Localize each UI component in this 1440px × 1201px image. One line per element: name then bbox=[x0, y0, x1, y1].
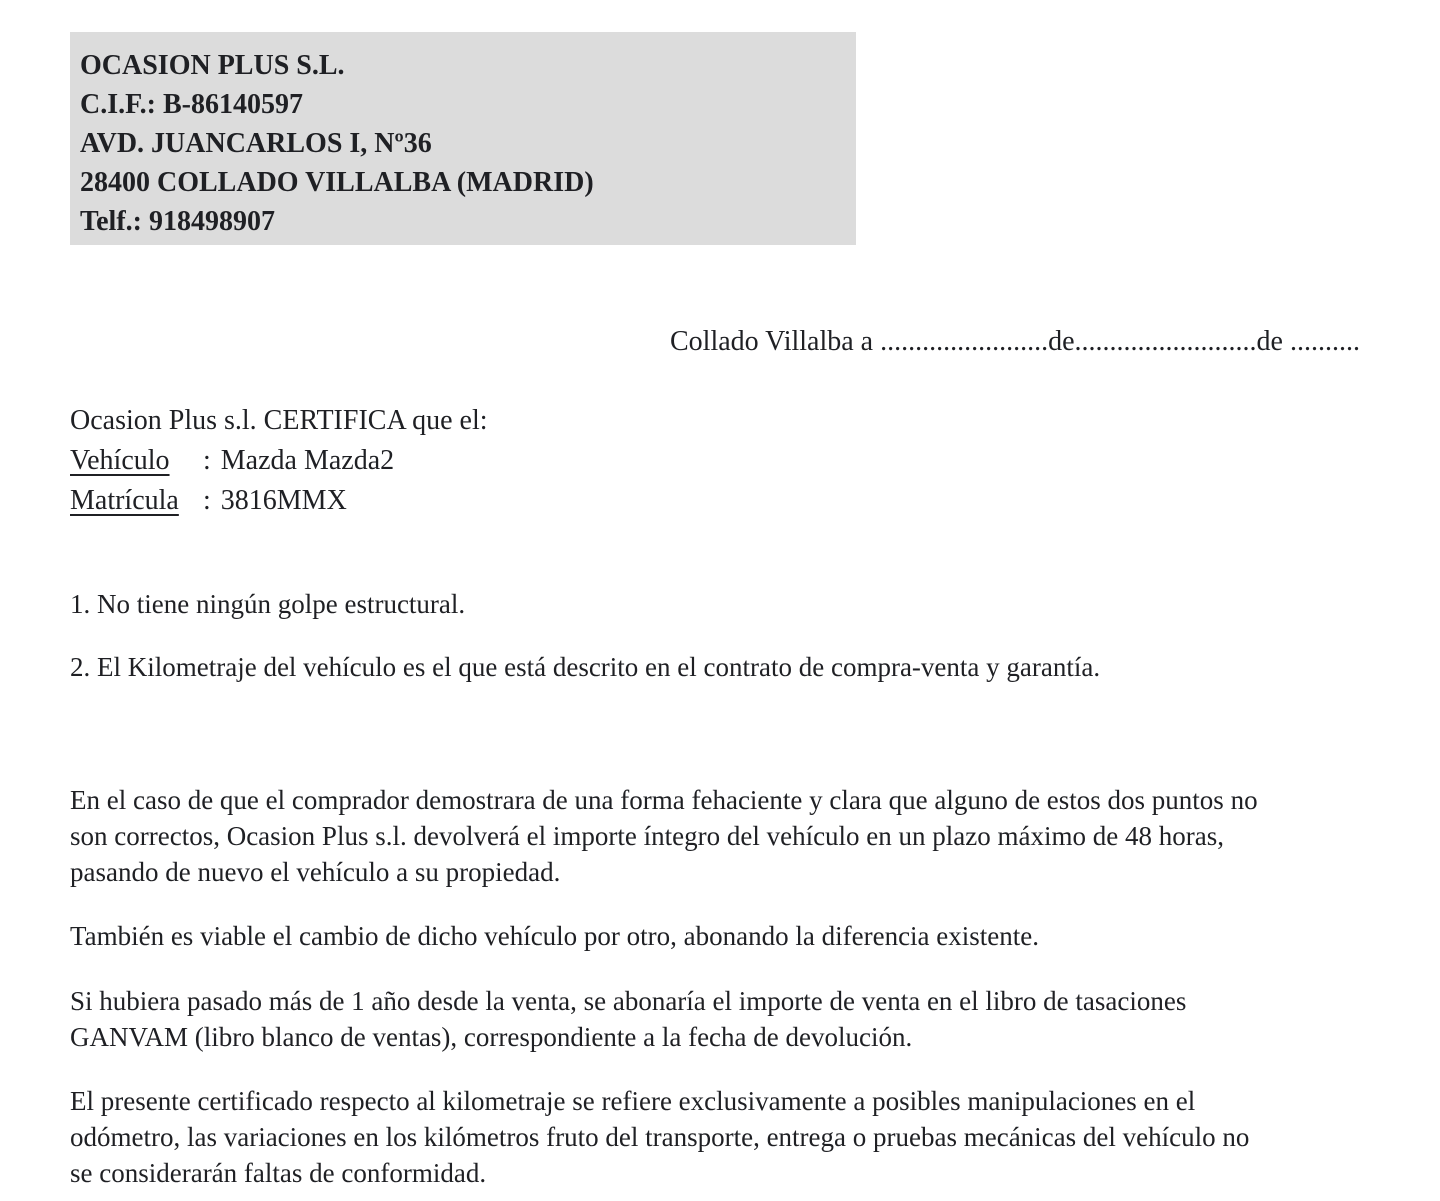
company-info-box bbox=[70, 32, 856, 245]
plate-field-value: 3816MMX bbox=[220, 485, 347, 516]
certification-intro: Ocasion Plus s.l. CERTIFICA que el: bbox=[70, 405, 488, 436]
company-address: AVD. JUANCARLOS I, Nº36 bbox=[80, 128, 432, 159]
plate-field-separator: : bbox=[203, 485, 211, 516]
odometer-paragraph bbox=[70, 1083, 1249, 1191]
paragraph-line: El presente certificado respecto al kilometraje se refiere exclusivamente a posibles manipulaciones en el bbox=[70, 1086, 1196, 1116]
company-city: 28400 COLLADO VILLALBA (MADRID) bbox=[80, 167, 594, 198]
refund-paragraph bbox=[70, 782, 1258, 890]
vehicle-field-label: Vehículo bbox=[70, 445, 170, 476]
vehicle-field-separator: : bbox=[203, 445, 211, 476]
paragraph-line: son correctos, Ocasion Plus s.l. devolverá el importe íntegro del vehículo en un plazo máximo de 48 horas, bbox=[70, 821, 1224, 851]
paragraph-line: En el caso de que el comprador demostrara de una forma fehaciente y clara que alguno de estos dos puntos no bbox=[70, 785, 1258, 815]
paragraph-line: pasando de nuevo el vehículo a su propiedad. bbox=[70, 857, 561, 887]
company-cif: C.I.F.: B-86140597 bbox=[80, 89, 303, 120]
plate-field-label: Matrícula bbox=[70, 485, 179, 516]
certification-block bbox=[70, 401, 488, 521]
paragraph-line: Si hubiera pasado más de 1 año desde la venta, se abonaría el importe de venta en el libro de tasaciones bbox=[70, 986, 1187, 1016]
paragraph-line: GANVAM (libro blanco de ventas), correspondiente a la fecha de devolución. bbox=[70, 1022, 913, 1052]
exchange-paragraph bbox=[70, 918, 1039, 954]
certified-point-2: 2. El Kilometraje del vehículo es el que está descrito en el contrato de compra-venta y garantía. bbox=[70, 652, 1101, 682]
ganvam-paragraph bbox=[70, 983, 1186, 1055]
paragraph-line: se considerarán faltas de conformidad. bbox=[70, 1158, 487, 1188]
date-fill-in-line: Collado Villalba a ........................de..........................de .......... bbox=[670, 326, 1360, 357]
paragraph-line: odómetro, las variaciones en los kilómetros fruto del transporte, entrega o pruebas mecánicas del vehículo no bbox=[70, 1122, 1250, 1152]
certified-point-1: 1. No tiene ningún golpe estructural. bbox=[70, 589, 466, 619]
plate-field-row bbox=[70, 481, 488, 521]
vehicle-field-value: Mazda Mazda2 bbox=[220, 445, 395, 476]
company-phone: Telf.: 918498907 bbox=[80, 206, 275, 237]
company-name: OCASION PLUS S.L. bbox=[80, 50, 345, 81]
vehicle-field-row bbox=[70, 441, 488, 481]
paragraph-line: También es viable el cambio de dicho vehículo por otro, abonando la diferencia existente. bbox=[70, 921, 1040, 951]
